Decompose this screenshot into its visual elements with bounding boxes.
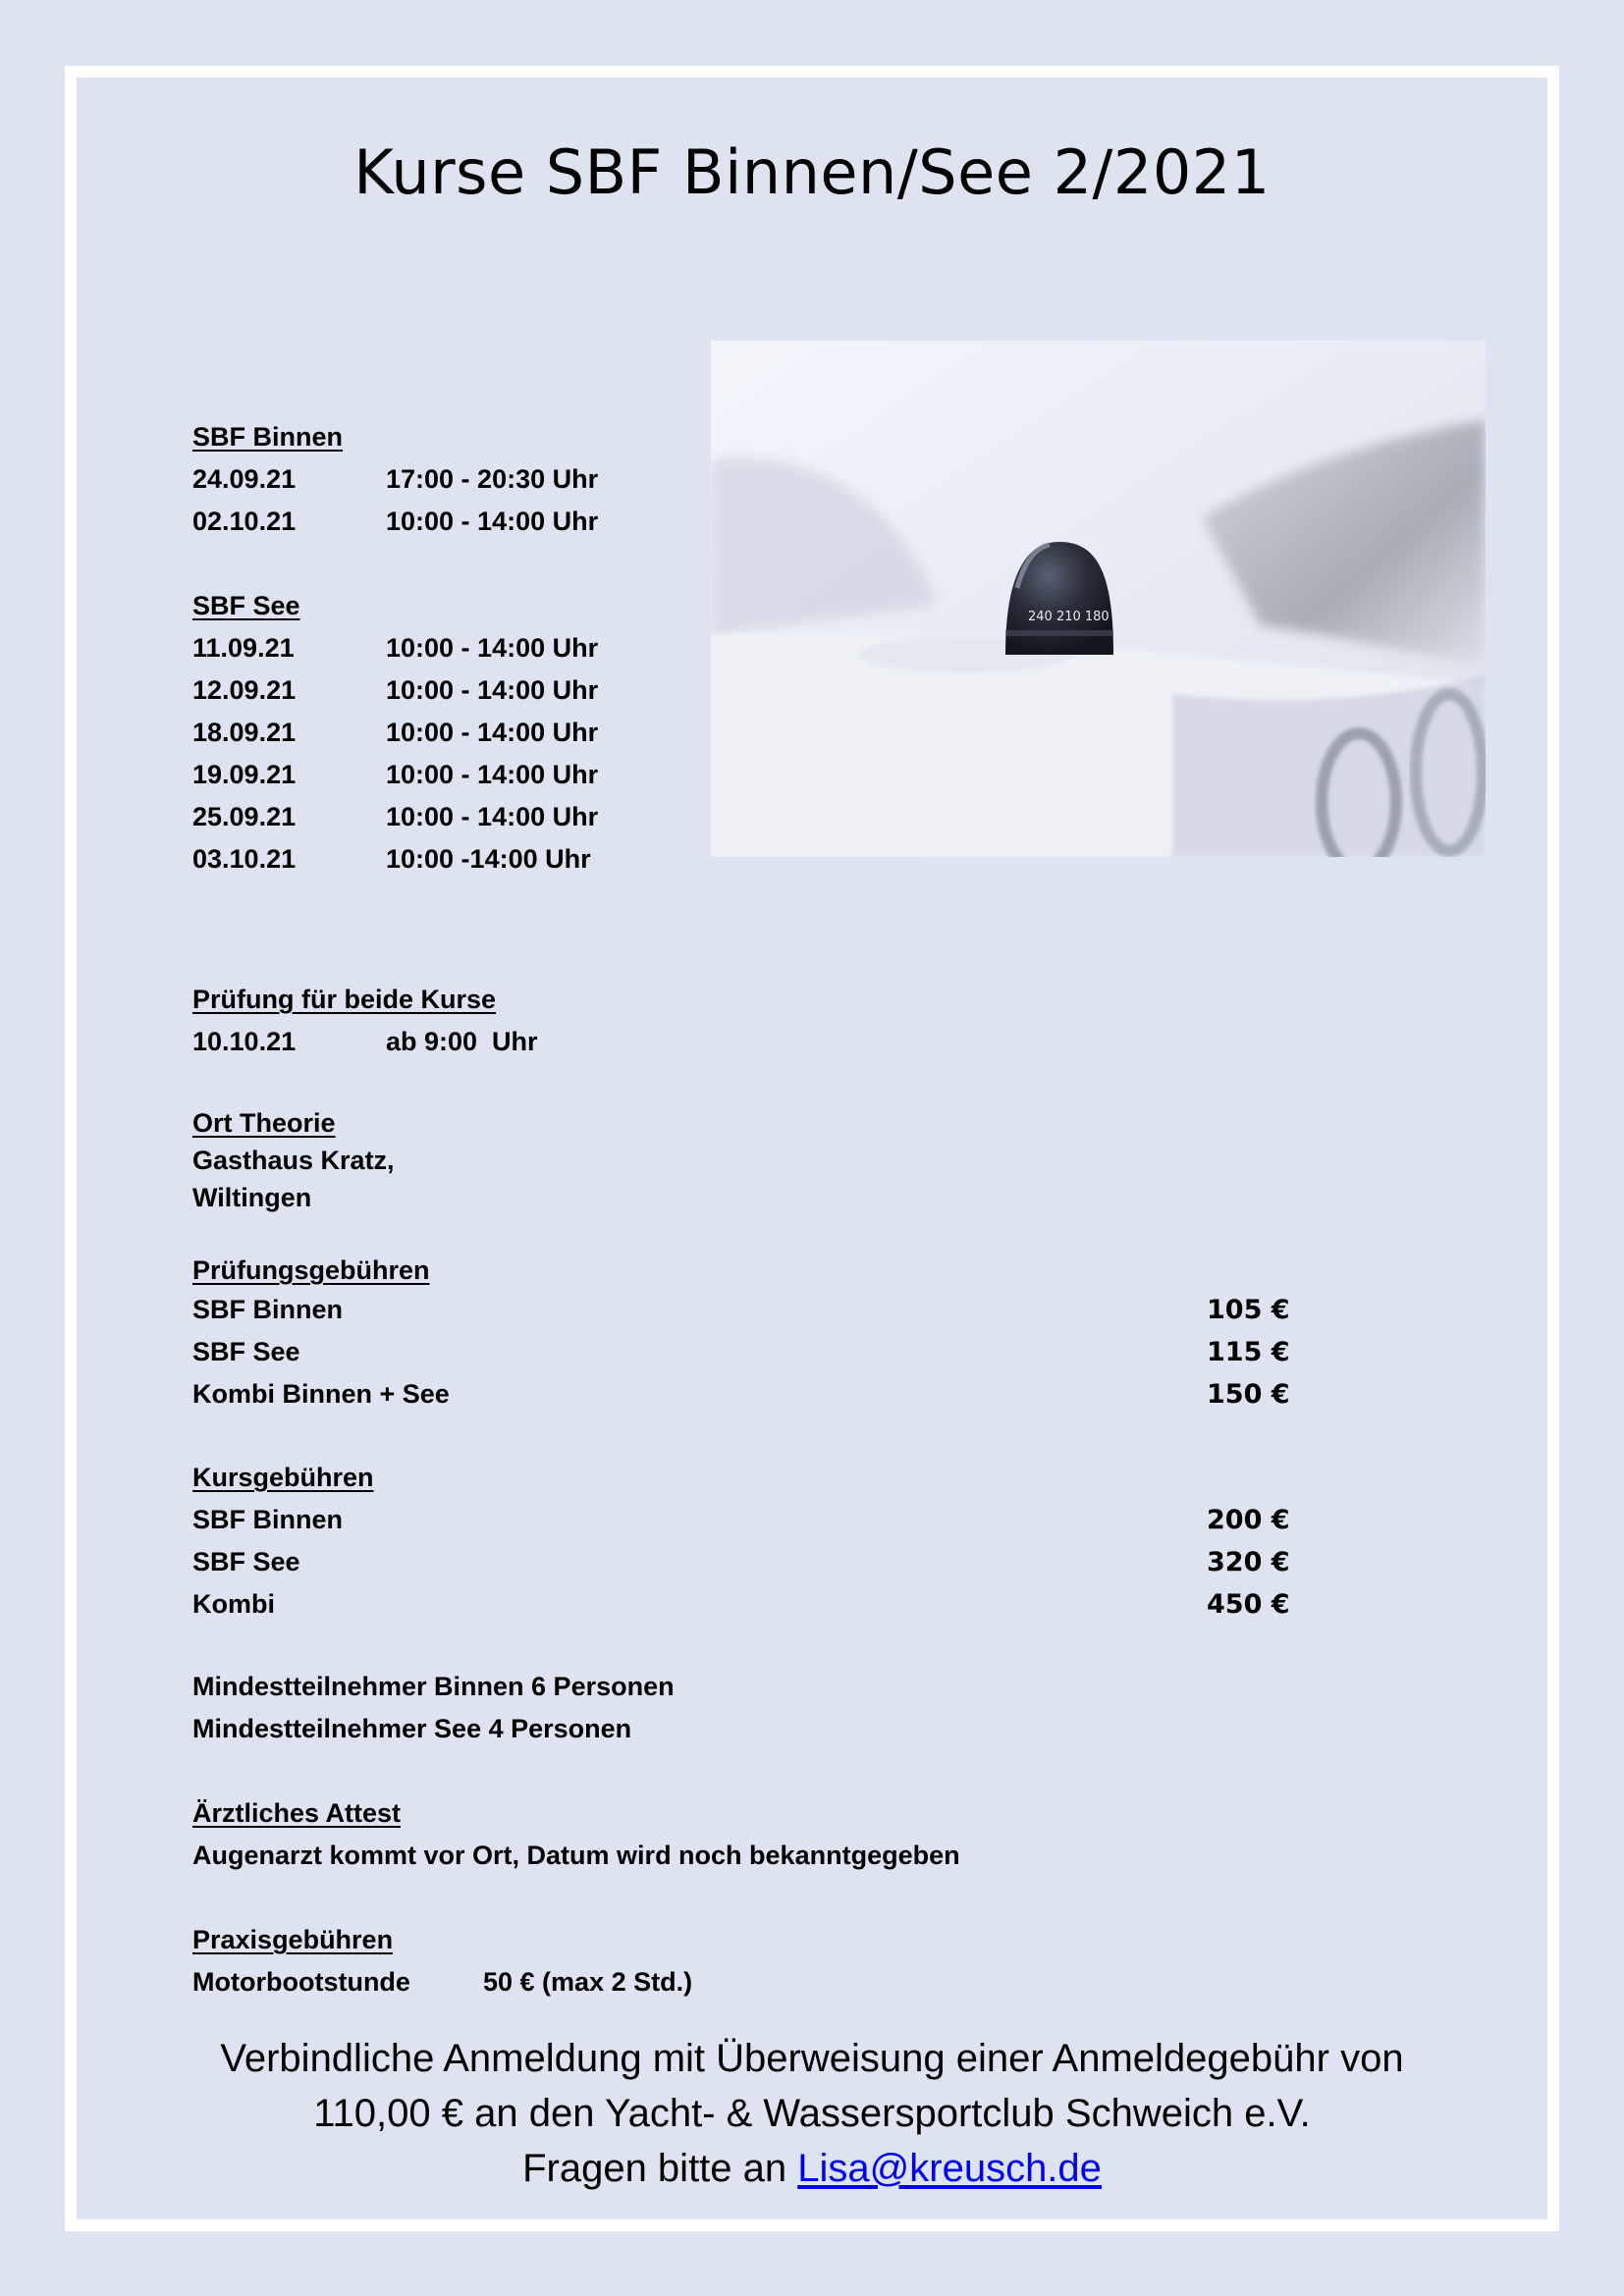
schedule-date: 24.09.21	[192, 464, 297, 494]
practice-fee-row	[192, 1961, 692, 2003]
compass-scale-text: 240 210 180 150	[1028, 610, 1138, 624]
document-frame	[65, 66, 1559, 2231]
fee-row	[192, 1583, 1290, 1626]
medical-text: Augenarzt kommt vor Ort, Datum wird noch bekanntgegeben	[192, 1841, 960, 1870]
compass-illustration	[711, 341, 1486, 857]
location-section	[192, 1104, 395, 1216]
schedule-row	[192, 669, 598, 712]
fee-amount: 200 €	[1207, 1505, 1290, 1535]
exam-time: ab 9:00 Uhr	[386, 1027, 538, 1056]
location-heading: Ort Theorie	[192, 1108, 336, 1138]
location-line: Gasthaus Kratz,	[192, 1146, 395, 1175]
medical-section	[192, 1792, 960, 1877]
schedule-date: 25.09.21	[192, 802, 297, 831]
schedule-date: 11.09.21	[192, 633, 295, 663]
fee-row	[192, 1499, 1290, 1541]
practice-fee-value: 50 € (max 2 Std.)	[483, 1967, 693, 1997]
exam-date: 10.10.21	[192, 1027, 297, 1056]
schedule-time: 10:00 - 14:00 Uhr	[386, 760, 599, 789]
fee-label: SBF See	[192, 1337, 300, 1366]
fee-amount: 105 €	[1207, 1295, 1290, 1325]
footer-line-3	[77, 2141, 1547, 2196]
boat-compass-photo	[711, 341, 1486, 857]
fee-amount: 320 €	[1207, 1547, 1290, 1577]
min-participants-line: Mindestteilnehmer Binnen 6 Personen	[192, 1672, 675, 1701]
exam-heading: Prüfung für beide Kurse	[192, 985, 497, 1014]
schedule-date: 18.09.21	[192, 718, 297, 747]
exam-row	[192, 1021, 538, 1063]
schedule-row	[192, 627, 598, 669]
min-participants-line: Mindestteilnehmer See 4 Personen	[192, 1714, 632, 1743]
fee-row	[192, 1289, 1290, 1331]
sbf-binnen-heading: SBF Binnen	[192, 422, 343, 452]
min-participants-section	[192, 1666, 675, 1750]
exam-fees-section	[192, 1252, 1290, 1415]
footer-contact-prefix: Fragen bitte an	[522, 2147, 798, 2190]
schedule-row	[192, 754, 598, 796]
sbf-see-heading: SBF See	[192, 591, 300, 620]
schedule-date: 19.09.21	[192, 760, 297, 789]
exam-section	[192, 979, 538, 1063]
schedule-date: 03.10.21	[192, 844, 297, 874]
fee-row	[192, 1373, 1290, 1415]
exam-fees-heading: Prüfungsgebühren	[192, 1255, 430, 1285]
fee-row	[192, 1331, 1290, 1373]
fee-label: SBF Binnen	[192, 1295, 343, 1324]
contact-email-link[interactable]: Lisa@kreusch.de	[797, 2147, 1102, 2190]
schedule-time: 10:00 - 14:00 Uhr	[386, 675, 599, 705]
footer-line-2: 110,00 € an den Yacht- & Wassersportclub Schweich e.V.	[313, 2092, 1311, 2135]
sbf-see-section	[192, 585, 598, 881]
schedule-time: 10:00 -14:00 Uhr	[386, 844, 591, 874]
registration-footer	[77, 2031, 1547, 2196]
sbf-binnen-section	[192, 416, 598, 543]
practice-fees-section	[192, 1919, 692, 2003]
practice-fee-label: Motorbootstunde	[192, 1967, 410, 1997]
location-line: Wiltingen	[192, 1183, 312, 1212]
schedule-row	[192, 712, 598, 754]
schedule-row	[192, 796, 598, 838]
schedule-time: 10:00 - 14:00 Uhr	[386, 507, 599, 536]
fee-label: Kombi	[192, 1589, 275, 1619]
schedule-time: 10:00 - 14:00 Uhr	[386, 633, 599, 663]
schedule-date: 12.09.21	[192, 675, 297, 705]
schedule-row	[192, 458, 598, 501]
fee-label: SBF See	[192, 1547, 300, 1576]
page-title: Kurse SBF Binnen/See 2/2021	[353, 136, 1271, 208]
practice-fees-heading: Praxisgebühren	[192, 1925, 394, 1954]
schedule-time: 10:00 - 14:00 Uhr	[386, 802, 599, 831]
fee-label: Kombi Binnen + See	[192, 1379, 450, 1409]
schedule-row	[192, 501, 598, 543]
fee-row	[192, 1541, 1290, 1583]
footer-line-1: Verbindliche Anmeldung mit Überweisung einer Anmeldegebühr von	[220, 2037, 1404, 2080]
medical-heading: Ärztliches Attest	[192, 1798, 402, 1828]
fee-amount: 450 €	[1207, 1589, 1290, 1620]
fee-label: SBF Binnen	[192, 1505, 343, 1534]
fee-amount: 115 €	[1207, 1337, 1290, 1367]
schedule-time: 10:00 - 14:00 Uhr	[386, 718, 599, 747]
schedule-time: 17:00 - 20:30 Uhr	[386, 464, 599, 494]
course-fees-section	[192, 1457, 1290, 1626]
course-fees-heading: Kursgebühren	[192, 1463, 374, 1492]
fee-amount: 150 €	[1207, 1379, 1290, 1410]
schedule-date: 02.10.21	[192, 507, 297, 536]
schedule-row	[192, 838, 598, 881]
